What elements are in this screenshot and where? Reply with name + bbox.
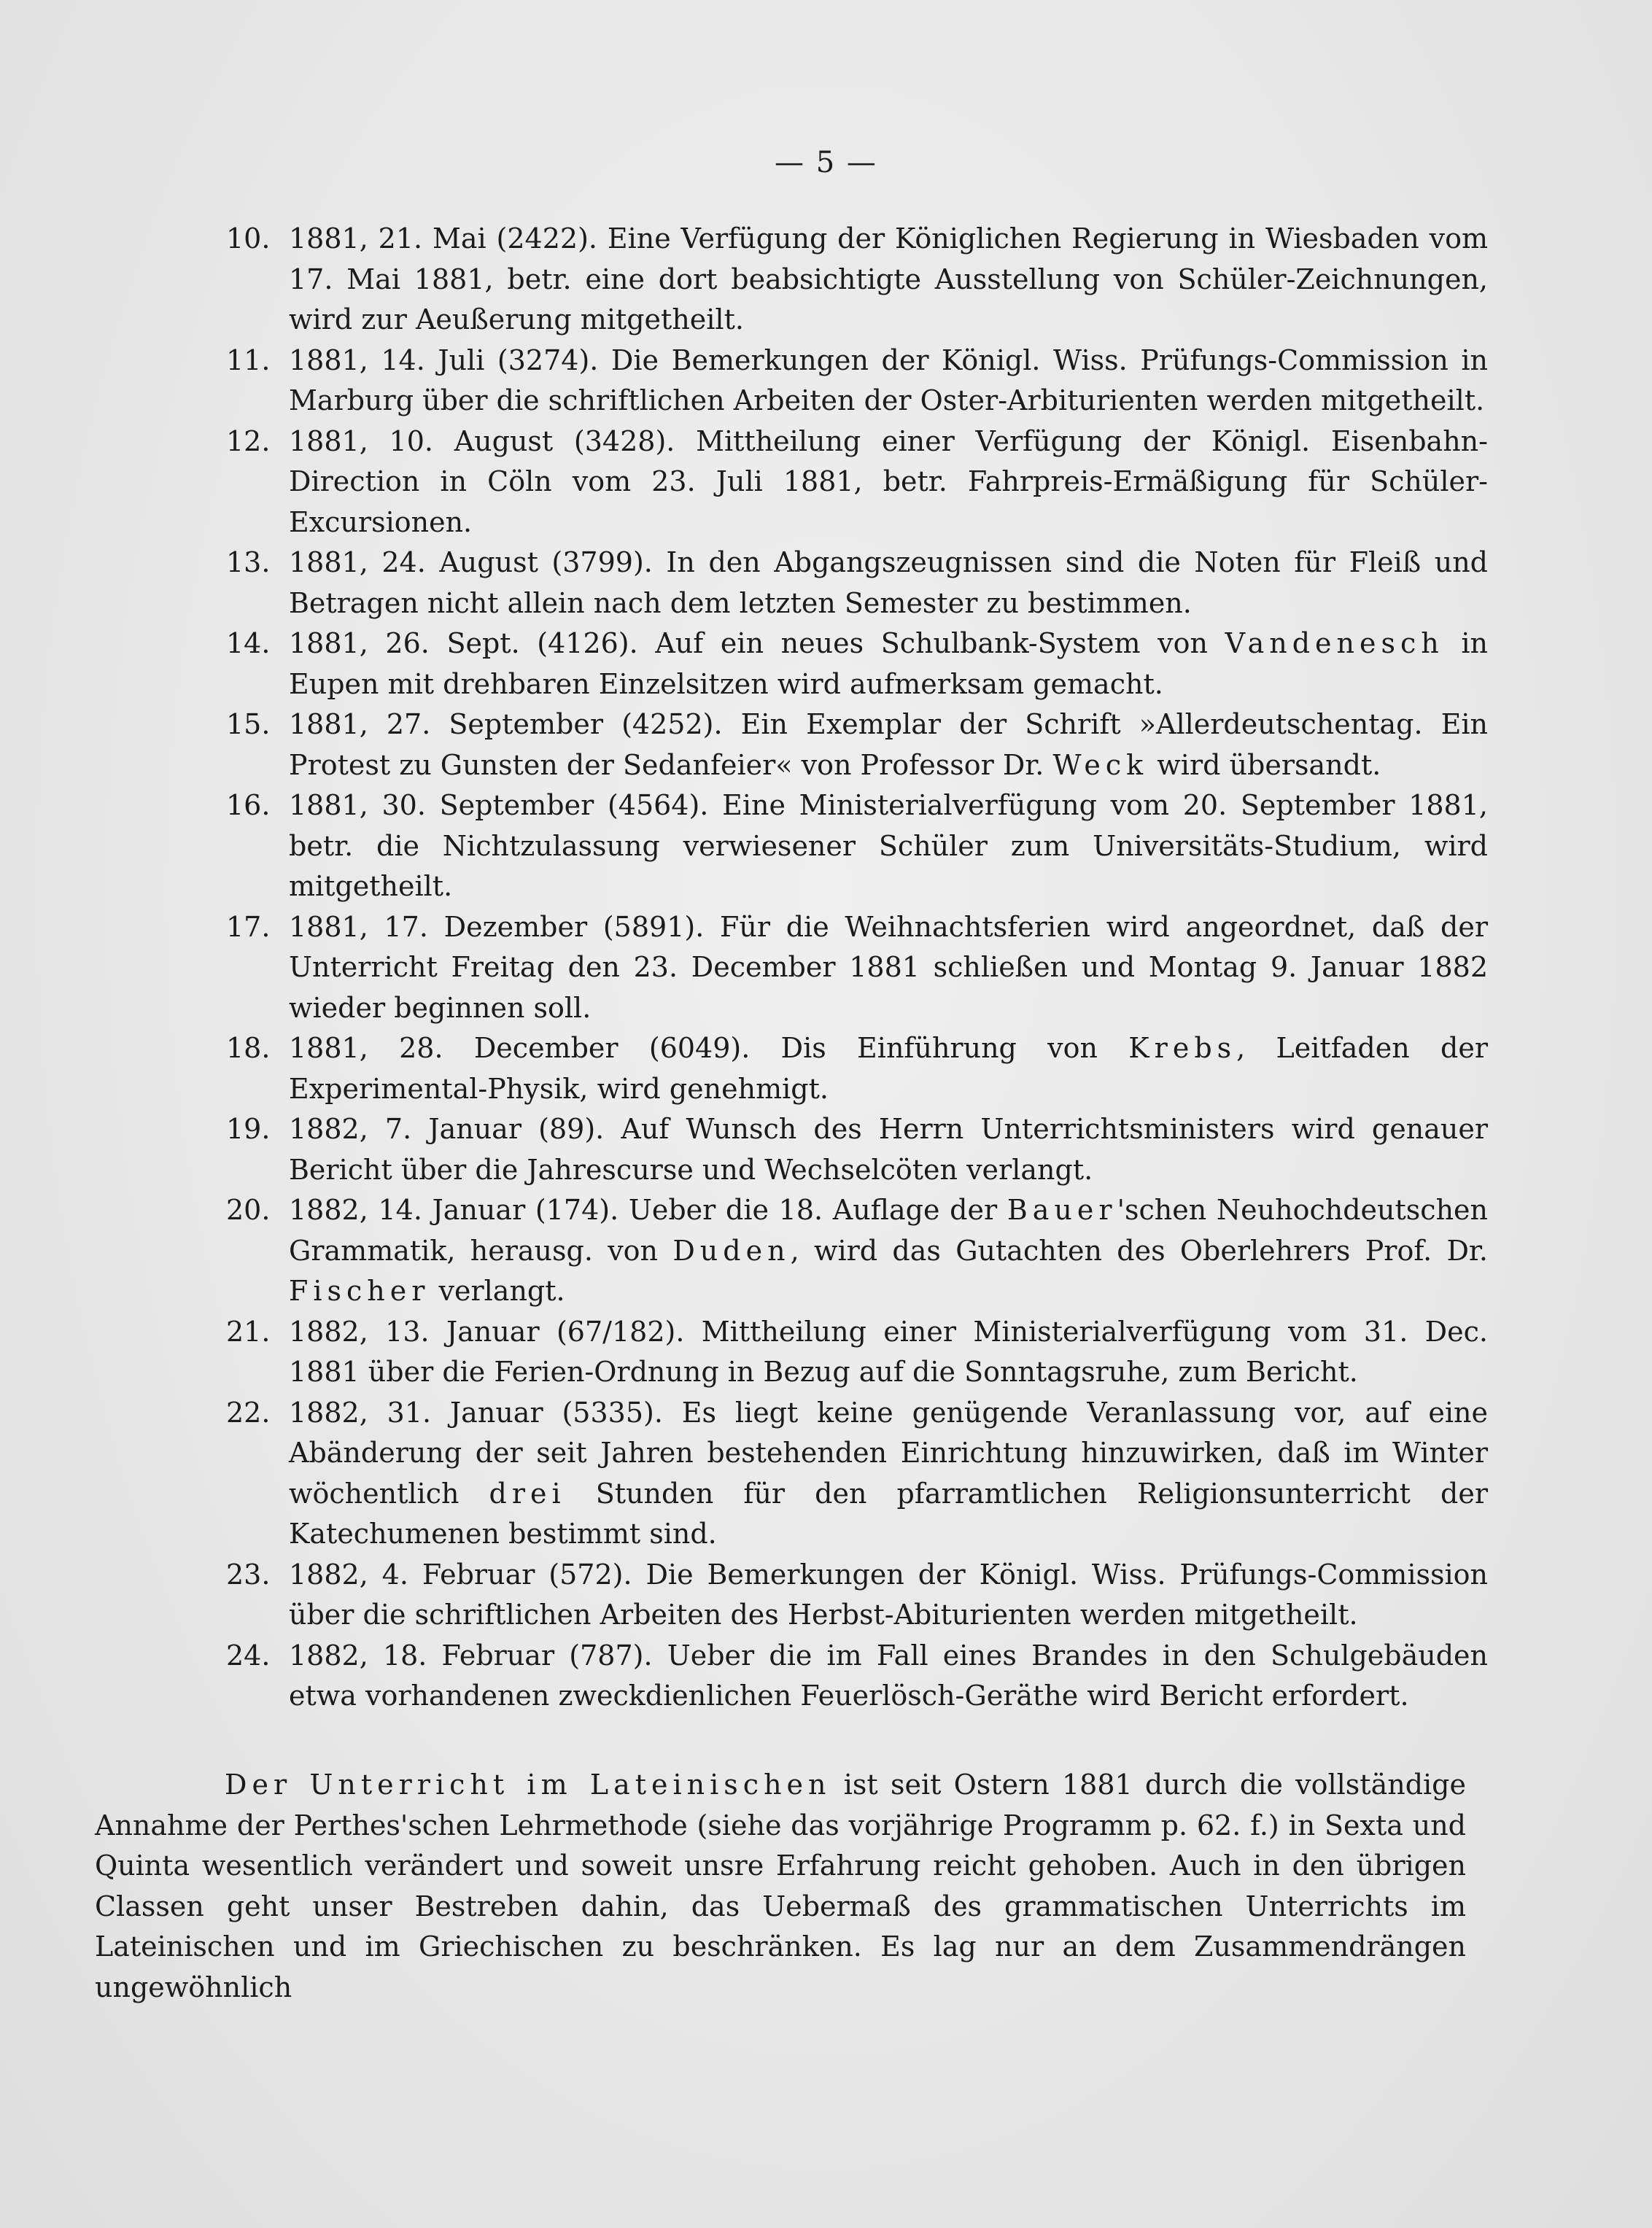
entry-text: 1881, 10. August (3428). Mittheilung einer Verfügung der Königl. Eisenbahn-Direction in Cöln vom 23. Juli 1881, betr. Fahrpreis-Ermäßigung für Schüler-Excursionen. xyxy=(289,424,1488,538)
entry-number: 15. xyxy=(226,708,271,740)
spaced-name: Krebs xyxy=(1128,1032,1237,1064)
paragraph-lead: Der Unterricht im Lateinischen xyxy=(225,1769,831,1801)
list-item xyxy=(226,1312,1488,1393)
list-item xyxy=(226,422,1488,543)
decree-list xyxy=(226,219,1488,1717)
entry-number: 17. xyxy=(226,910,271,943)
entry-number: 10. xyxy=(226,222,271,255)
entry-text: , wird das Gutachten des Oberlehrers Prof. Dr. xyxy=(790,1234,1488,1267)
list-item xyxy=(226,907,1488,1029)
entry-text: 1881, 30. September (4564). Eine Ministerialverfügung vom 20. September 1881, betr. die Nichtzulassung verwiesener Schüler zum Universitäts-Studium, wird mitgetheilt. xyxy=(289,789,1488,902)
entry-number: 12. xyxy=(226,424,271,457)
list-item xyxy=(226,341,1488,422)
list-item xyxy=(226,219,1488,341)
list-item xyxy=(226,1028,1488,1109)
entry-number: 19. xyxy=(226,1113,271,1145)
entry-text: 1881, 26. Sept. (4126). Auf ein neues Schulbank-System von xyxy=(289,627,1225,659)
list-item xyxy=(226,705,1488,785)
entry-text: wird übersandt. xyxy=(1148,748,1381,781)
entry-text: 1882, 7. Januar (89). Auf Wunsch des Herrn Unterrichtsministers wird genauer Bericht über die Jahrescurse und Wechselcöten verlangt. xyxy=(289,1113,1488,1186)
entry-number: 24. xyxy=(226,1639,271,1672)
entry-number: 20. xyxy=(226,1194,271,1226)
entry-number: 23. xyxy=(226,1558,271,1591)
spaced-name: Duden xyxy=(672,1234,791,1267)
body-paragraph xyxy=(95,1765,1466,2008)
entry-text: 1881, 28. December (6049). Dis Einführung von xyxy=(289,1032,1129,1064)
entry-text: verlangt. xyxy=(430,1275,565,1307)
entry-text: Stunden für den pfarramtlichen Religionsunterricht der Katechumenen bestimmt sind. xyxy=(289,1477,1488,1550)
paragraph-text: ist seit Ostern 1881 durch die vollständige Annahme der Perthes'schen Lehrmethode (siehe das vorjährige Programm p. 62. f.) in Sexta und Quinta wesentlich verändert und soweit unsre Erfahrung reicht gehoben. Auch in den übrigen Classen geht unser Bestreben dahin, das Uebermaß des grammatischen Unterrichts im Lateinischen und im Griechischen zu beschränken. Es lag nur an dem Zusammendrängen ungewöhnlich xyxy=(95,1769,1466,2003)
spaced-name: Fischer xyxy=(289,1275,430,1307)
entry-number: 16. xyxy=(226,789,271,821)
list-item xyxy=(226,1555,1488,1636)
spaced-name: Vandenesch xyxy=(1225,627,1444,659)
page-number: — 5 — xyxy=(775,146,877,179)
list-item xyxy=(226,624,1488,705)
entry-text: 1882, 31. Januar (5335). Es liegt keine genügende Veranlassung vor, auf eine Abänderung der seit Jahren bestehenden Einrichtung hinzuwirken, daß im Winter wöchentlich xyxy=(289,1396,1488,1510)
entry-text: 1882, 14. Januar (174). Ueber die 18. Auflage der xyxy=(289,1194,1007,1226)
entry-text: 'schen Neuhochdeutschen Grammatik, herausg. von xyxy=(289,1194,1489,1267)
entry-number: 13. xyxy=(226,546,271,578)
entry-text: 1882, 18. Februar (787). Ueber die im Fall eines Brandes in den Schulgebäuden etwa vorhandenen zweckdienlichen Feuerlösch-Geräthe wird Bericht erfordert. xyxy=(289,1639,1488,1712)
entry-text: 1881, 17. Dezember (5891). Für die Weihnachtsferien wird angeordnet, daß der Unterricht Freitag den 23. December 1881 schließen und Montag 9. Januar 1882 wieder beginnen soll. xyxy=(289,910,1488,1024)
entry-text: 1881, 14. Juli (3274). Die Bemerkungen der Königl. Wiss. Prüfungs-Commission in Marburg über die schriftlichen Arbeiten der Oster-Arbiturienten werden mitgetheilt. xyxy=(289,343,1488,416)
entry-number: 22. xyxy=(226,1396,271,1429)
spaced-name: drei xyxy=(489,1477,566,1510)
entry-number: 21. xyxy=(226,1315,271,1348)
list-item xyxy=(226,1190,1488,1312)
entry-text: , Leitfaden der Experimental-Physik, wird genehmigt. xyxy=(289,1032,1488,1105)
entry-text: 1881, 21. Mai (2422). Eine Verfügung der Königlichen Regierung in Wiesbaden vom 17. Mai 1881, betr. eine dort beabsichtigte Ausstellung von Schüler-Zeichnungen, wird zur Aeußerung mitgetheilt. xyxy=(289,222,1488,335)
entry-text: 1881, 24. August (3799). In den Abgangszeugnissen sind die Noten für Fleiß und Betragen nicht allein nach dem letzten Semester zu bestimmen. xyxy=(289,546,1488,619)
spaced-name: Bauer xyxy=(1007,1194,1117,1226)
entry-text: 1882, 13. Januar (67/182). Mittheilung einer Ministerialverfügung vom 31. Dec. 1881 über die Ferien-Ordnung in Bezug auf die Sonntagsruhe, zum Bericht. xyxy=(289,1315,1488,1388)
entry-text: 1881, 27. September (4252). Ein Exemplar der Schrift »Allerdeutschentag. Ein Protest zu Gunsten der Sedanfeier« von Professor Dr. xyxy=(289,708,1488,781)
entry-number: 11. xyxy=(226,343,271,376)
entry-number: 18. xyxy=(226,1032,271,1064)
entry-number: 14. xyxy=(226,627,271,659)
spaced-name: Weck xyxy=(1052,748,1149,781)
list-item xyxy=(226,1393,1488,1555)
list-item xyxy=(226,785,1488,907)
list-item xyxy=(226,1636,1488,1717)
entry-text: 1882, 4. Februar (572). Die Bemerkungen der Königl. Wiss. Prüfungs-Commission über die schriftlichen Arbeiten des Herbst-Abiturienten werden mitgetheilt. xyxy=(289,1558,1488,1631)
list-item xyxy=(226,1109,1488,1190)
list-item xyxy=(226,543,1488,624)
entry-text: in Eupen mit drehbaren Einzelsitzen wird aufmerksam gemacht. xyxy=(289,627,1488,700)
